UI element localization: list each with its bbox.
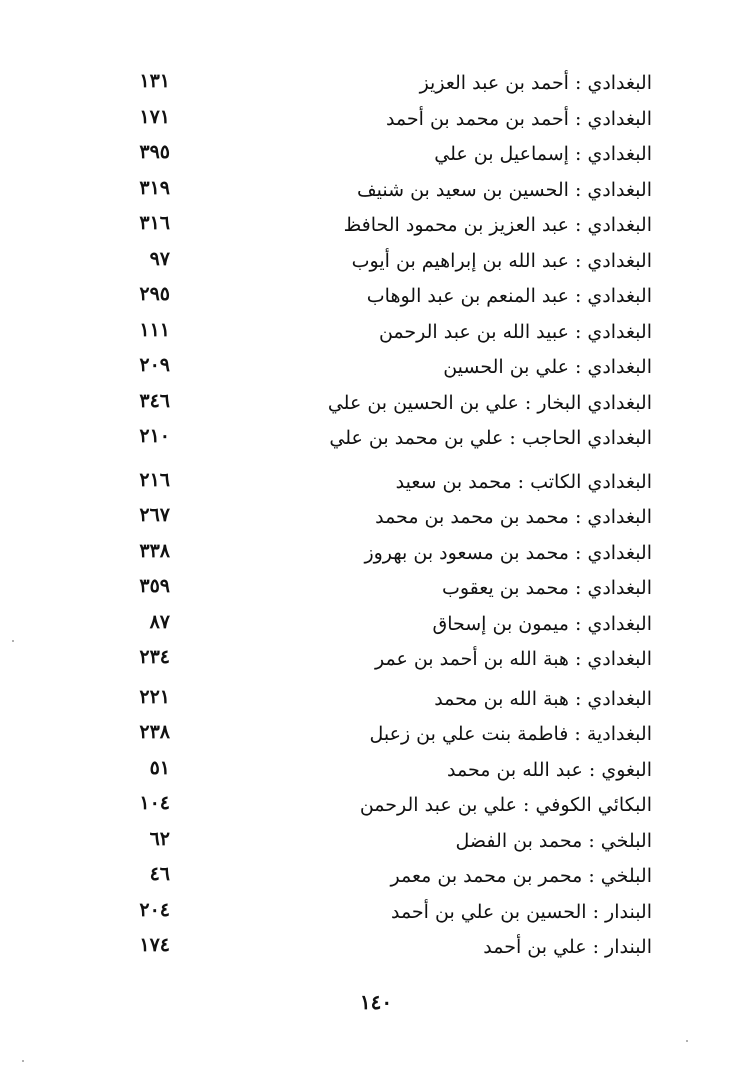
entry-name: البغدادي : عبيد الله بن عبد الرحمن [378,320,652,343]
index-entry [100,644,652,680]
entry-name: البكائي الكوفي : علي بن عبد الرحمن [359,794,652,816]
entry-name: البغدادي : الحسين بن سعيد بن شنيف [356,178,652,201]
entry-page-ref: ٢٠٤ [139,898,170,921]
index-entry [100,388,652,424]
entry-page-ref: ٢١٦ [139,468,170,491]
entry-page-ref: ١٣١ [139,70,170,92]
index-entry [100,755,652,791]
index-entry [100,104,652,140]
scan-speck [12,640,14,642]
entry-page-ref: ٢٣٤ [139,646,170,668]
entry-name: البلخي : محمر بن محمد بن معمر [390,865,652,887]
entry-page-ref: ٥١ [149,756,170,779]
entry-name: البغدادي : أحمد بن محمد بن أحمد [385,107,652,130]
entry-page-ref: ٢٦٧ [139,504,170,526]
index-entry [100,932,652,968]
entry-page-ref: ٨٧ [149,610,170,633]
entry-page-ref: ٢٢١ [139,685,170,708]
entry-name: البغدادي : هبة الله بن أحمد بن عمر [374,648,652,670]
entry-page-ref: ١٠٤ [139,792,170,814]
index-entry [100,609,652,645]
entry-name: البغدادي الحاجب : علي بن محمد بن علي [329,427,652,449]
entry-page-ref: ١١١ [139,318,170,341]
entry-name: البغدادي : محمد بن مسعود بن بهروز [364,541,652,564]
index-entry [100,467,652,503]
index-entry [100,68,652,104]
entry-name: البغدادي : ميمون بن إسحاق [432,612,652,635]
index-entry [100,538,652,574]
entry-page-ref: ٣١٦ [139,212,170,234]
entry-name: البندار : علي بن أحمد [483,936,652,958]
entry-name: البغدادي : عبد الله بن إبراهيم بن أيوب [351,249,652,272]
entry-page-ref: ٦٢ [149,827,170,850]
entry-page-ref: ٣٣٨ [139,539,170,562]
entry-name: البغدادي : هبة الله بن محمد [434,687,652,710]
index-entry [100,281,652,317]
entry-name: البغدادية : فاطمة بنت علي بن زعبل [369,723,652,745]
entry-page-ref: ٢٣٨ [139,721,170,743]
scan-speck [686,1040,688,1042]
entry-name: البغدادي الكاتب : محمد بن سعيد [395,470,652,493]
entry-name: البغدادي : عبد المنعم بن عبد الوهاب [366,285,652,307]
entry-name: البغدادي : محمد بن محمد بن محمد [375,506,652,528]
entry-name: البلخي : محمد بن الفضل [455,829,652,852]
index-entry [100,573,652,609]
entry-name: البغدادي : محمد بن يعقوب [441,577,652,599]
entry-page-ref: ٣٤٦ [139,389,170,412]
entry-name: البغدادي : إسماعيل بن علي [434,143,652,165]
index-entry [100,423,652,459]
page-number: ١٤٠ [359,990,393,1014]
entry-page-ref: ٣٥٩ [139,575,170,597]
index-entry [100,246,652,282]
index-entry [100,861,652,897]
entry-page-ref: ٣١٩ [139,176,170,199]
entry-name: البندار : الحسين بن علي بن أحمد [390,900,652,923]
index-entry [100,790,652,826]
entry-page-ref: ١٧٤ [139,934,170,956]
index-entry [100,719,652,755]
entry-name: البغدادي : علي بن الحسين [443,356,652,378]
entry-page-ref: ٢١٠ [139,425,170,447]
index-entry [100,139,652,175]
entry-name: البغدادي : عبد العزيز بن محمود الحافظ [343,214,652,236]
index-entry [100,317,652,353]
index-entry [100,684,652,720]
entry-name: البغدادي البخار : علي بن الحسين بن علي [327,391,652,414]
entry-page-ref: ٩٧ [149,247,170,270]
entry-page-ref: ٢٠٩ [139,354,170,376]
index-entry [100,175,652,211]
index-entry [100,897,652,933]
index-entries [100,68,652,968]
index-entry [100,502,652,538]
index-entry [100,826,652,862]
entry-page-ref: ٢٩٥ [139,283,170,305]
index-entry [100,352,652,388]
entry-page-ref: ٤٦ [149,863,170,885]
entry-page-ref: ٣٩٥ [139,141,170,163]
scan-speck [22,1060,24,1062]
index-entry [100,210,652,246]
entry-name: البغوي : عبد الله بن محمد [447,758,652,781]
entry-page-ref: ١٧١ [139,105,170,128]
entry-name: البغدادي : أحمد بن عبد العزيز [419,72,652,94]
